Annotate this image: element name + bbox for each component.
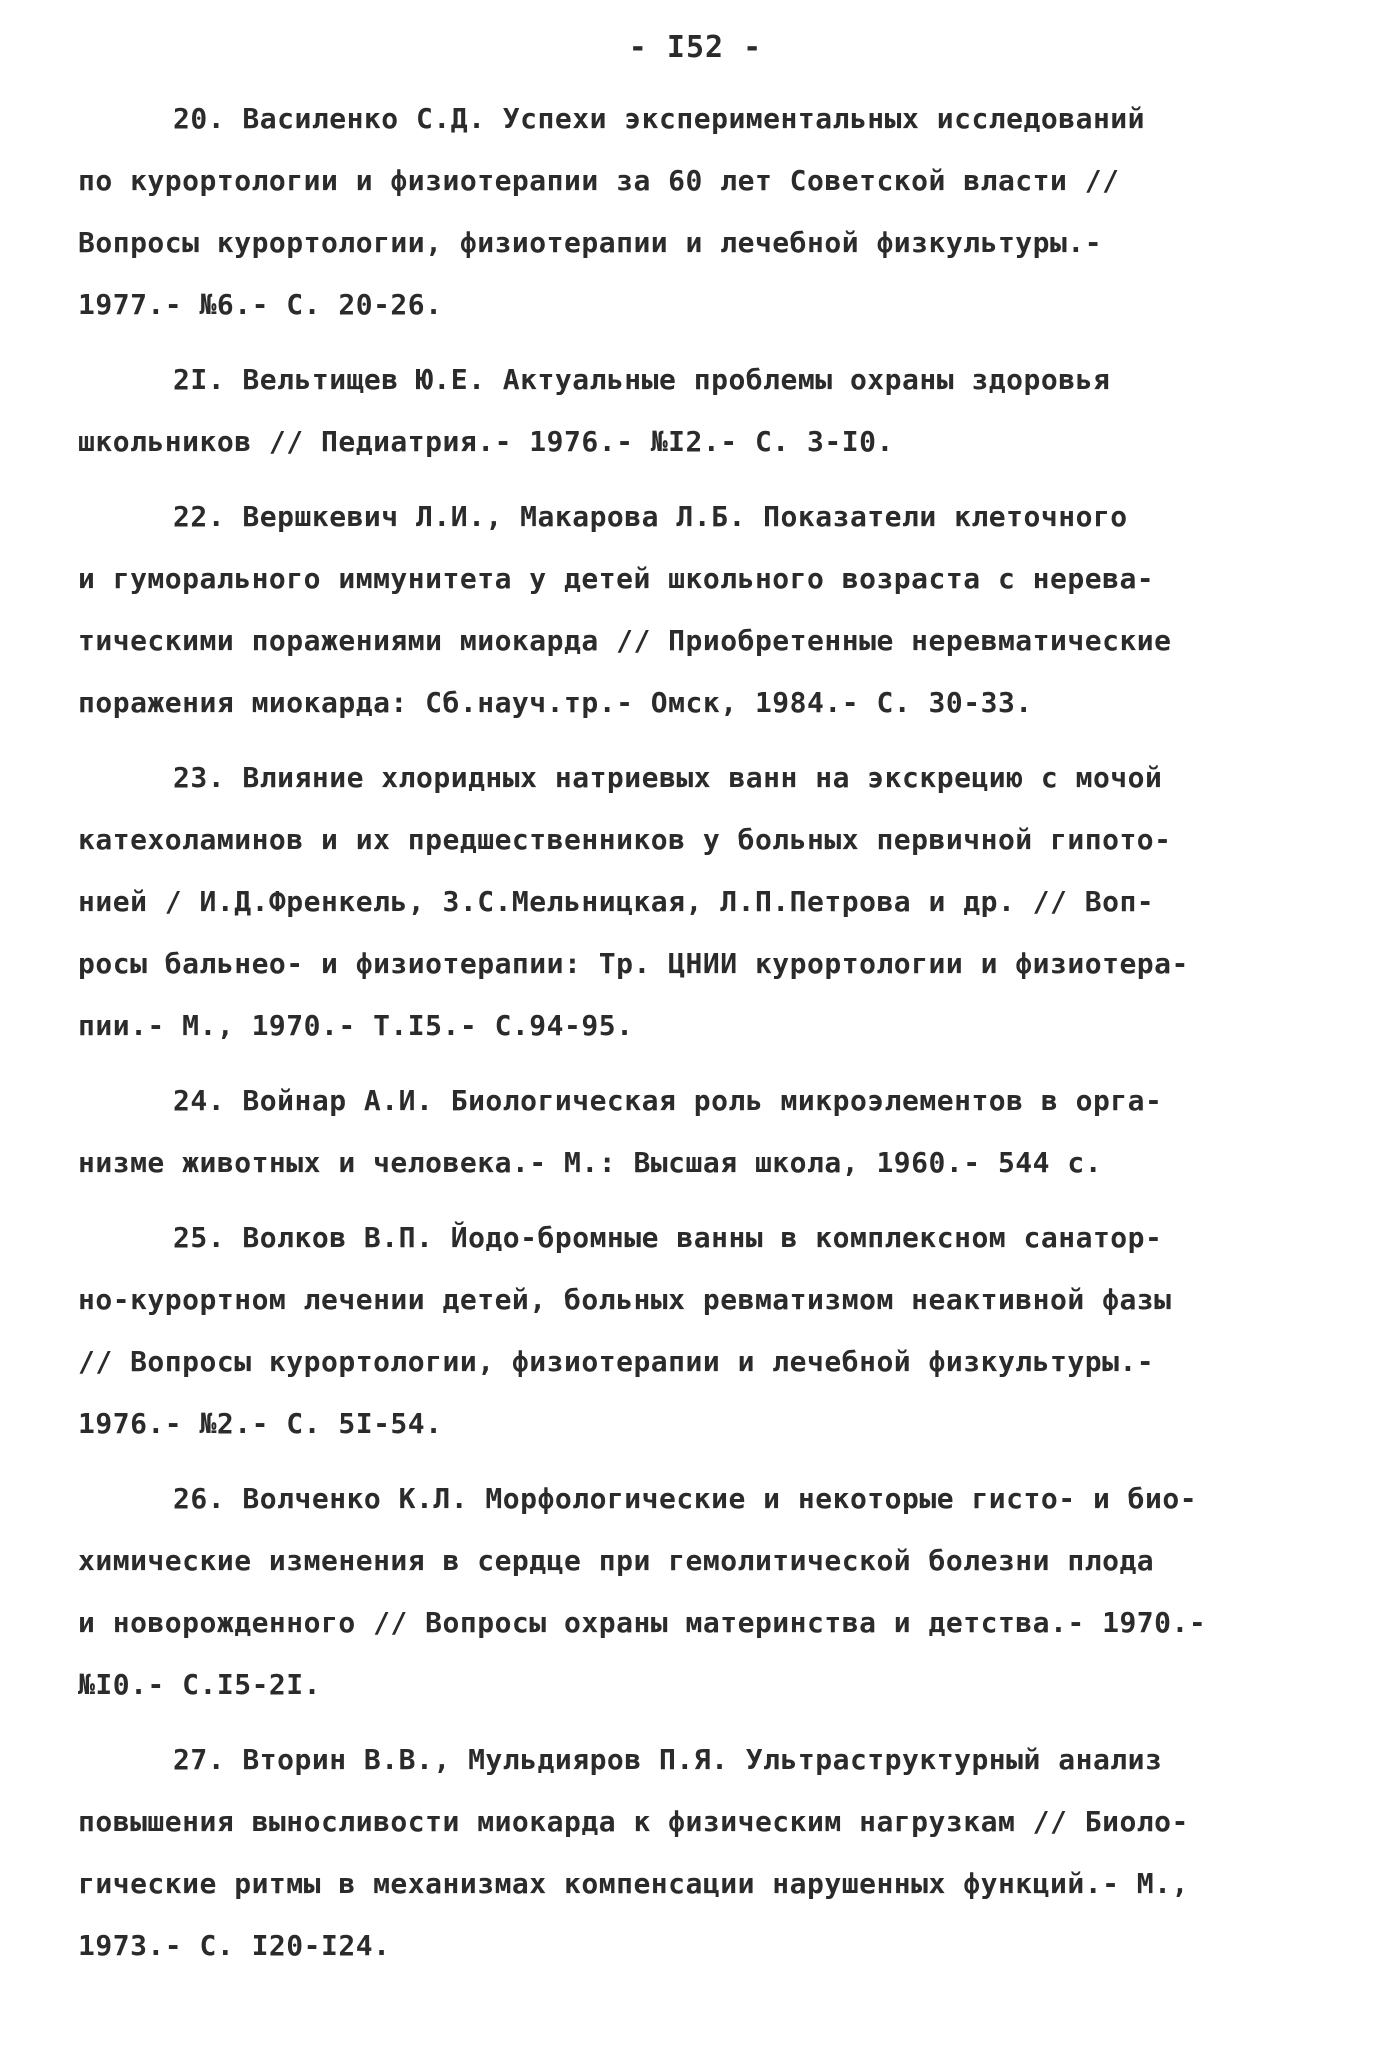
entry-line: 25. Волков В.П. Йодо-бромные ванны в комплексном санатор- xyxy=(173,1221,1163,1254)
entry-line: пии.- М., 1970.- Т.I5.- С.94-95. xyxy=(78,1009,634,1042)
entry-line: 2I. Вельтищев Ю.Е. Актуальные проблемы охраны здоровья xyxy=(173,363,1111,396)
entry-line: и гуморального иммунитета у детей школьного возраста с нерева- xyxy=(78,562,1155,595)
entry-line: гические ритмы в механизмах компенсации нарушенных функций.- М., xyxy=(78,1867,1189,1900)
entry-line: 1976.- №2.- С. 5I-54. xyxy=(78,1407,443,1440)
entry-line: 27. Вторин В.В., Мульдияров П.Я. Ультраструктурный анализ xyxy=(173,1743,1163,1776)
bibliography-entry xyxy=(78,1070,1318,1194)
entry-line: 1973.- С. I20-I24. xyxy=(78,1929,391,1962)
entry-line: Вопросы курортологии, физиотерапии и лечебной физкультуры.- xyxy=(78,226,1103,259)
entry-line: катехоламинов и их предшественников у больных первичной гипото- xyxy=(78,823,1172,856)
bibliography-entry xyxy=(78,1729,1318,1977)
entry-line: и новорожденного // Вопросы охраны материнства и детства.- 1970.- xyxy=(78,1606,1207,1639)
entry-line: тическими поражениями миокарда // Приобретенные неревматические xyxy=(78,624,1172,657)
bibliography-entry xyxy=(78,88,1318,336)
entry-line: 1977.- №6.- С. 20-26. xyxy=(78,288,443,321)
entry-line: 26. Волченко К.Л. Морфологические и некоторые гисто- и био- xyxy=(173,1482,1198,1515)
entry-line: низме животных и человека.- М.: Высшая школа, 1960.- 544 с. xyxy=(78,1146,1103,1179)
bibliography-list xyxy=(78,88,1318,1990)
entry-line: 20. Василенко С.Д. Успехи экспериментальных исследований xyxy=(173,102,1146,135)
page-number: - I52 - xyxy=(628,30,763,65)
bibliography-entry xyxy=(78,1468,1318,1716)
bibliography-entry xyxy=(78,486,1318,734)
bibliography-entry xyxy=(78,747,1318,1057)
entry-line: 24. Войнар А.И. Биологическая роль микроэлементов в орга- xyxy=(173,1084,1163,1117)
entry-line: росы бальнео- и физиотерапии: Тр. ЦНИИ курортологии и физиотера- xyxy=(78,947,1189,980)
entry-line: но-курортном лечении детей, больных ревматизмом неактивной фазы xyxy=(78,1283,1172,1316)
entry-line: школьников // Педиатрия.- 1976.- №I2.- С. 3-I0. xyxy=(78,425,894,458)
entry-line: повышения выносливости миокарда к физическим нагрузкам // Биоло- xyxy=(78,1805,1189,1838)
entry-line: №I0.- С.I5-2I. xyxy=(78,1668,322,1701)
entry-line: химические изменения в сердце при гемолитической болезни плода xyxy=(78,1544,1155,1577)
bibliography-entry xyxy=(78,349,1318,473)
entry-line: нией / И.Д.Френкель, З.С.Мельницкая, Л.П.Петрова и др. // Воп- xyxy=(78,885,1155,918)
entry-line: по курортологии и физиотерапии за 60 лет Советской власти // xyxy=(78,164,1120,197)
entry-line: 23. Влияние хлоридных натриевых ванн на экскрецию с мочой xyxy=(173,761,1163,794)
entry-line: // Вопросы курортологии, физиотерапии и лечебной физкультуры.- xyxy=(78,1345,1155,1378)
entry-line: поражения миокарда: Сб.науч.тр.- Омск, 1984.- С. 30-33. xyxy=(78,686,1033,719)
bibliography-entry xyxy=(78,1207,1318,1455)
entry-line: 22. Вершкевич Л.И., Макарова Л.Б. Показатели клеточного xyxy=(173,500,1128,533)
